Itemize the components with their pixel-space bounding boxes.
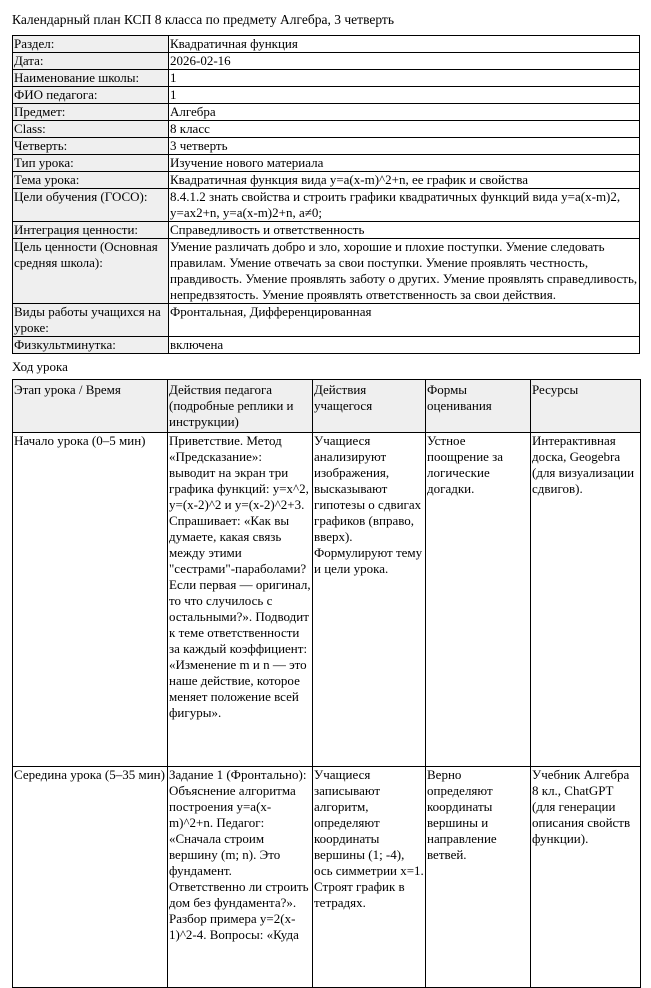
- info-value: 8 класс: [169, 121, 640, 138]
- info-row-section: [13, 36, 640, 53]
- info-value: Квадратичная функция: [169, 36, 640, 53]
- cell-student-actions: Учащиеся анализируют изображения, высказывают гипотезы о сдвигах графиков (вправо, вверх). Формулируют тему и цели урока.: [313, 433, 426, 767]
- info-row-value-integration: [13, 222, 640, 239]
- info-row-date: [13, 53, 640, 70]
- info-row-value-goal: [13, 239, 640, 304]
- info-key: Тема урока:: [13, 172, 169, 189]
- header-resources: Ресурсы: [531, 380, 641, 433]
- info-row-goals: [13, 189, 640, 222]
- info-value: Умение различать добро и зло, хорошие и плохие поступки. Умение следовать правилам. Умение отвечать за свои поступки. Умение проявлять честность, правдивость. Умение проявлять заботу о других. Умение проявлять справедливость, непредвзятость. Умение проявлять ответственность за свои действия.: [169, 239, 640, 304]
- table-row: [13, 433, 641, 767]
- info-row-school: [13, 70, 640, 87]
- info-key: Наименование школы:: [13, 70, 169, 87]
- info-row-class: [13, 121, 640, 138]
- info-key: Class:: [13, 121, 169, 138]
- cell-stage: Середина урока (5–35 мин): [13, 767, 168, 988]
- info-key: Тип урока:: [13, 155, 169, 172]
- info-row-subject: [13, 104, 640, 121]
- header-student-actions: Действия учащегося: [313, 380, 426, 433]
- info-value: включена: [169, 337, 640, 354]
- cell-teacher-actions: Задание 1 (Фронтально): Объяснение алгоритма построения y=a(x-m)^2+n. Педагог: «Сначала строим вершину (m; n). Это фундамент. Ответственно ли строить дом без фундамента?». Разбор примера y=2(x-1)^2-4. Вопросы: «Куда: [168, 767, 313, 988]
- info-value: 1: [169, 87, 640, 104]
- info-key: Цель ценности (Основная средняя школа):: [13, 239, 169, 304]
- info-value: 8.4.1.2 знать свойства и строить графики квадратичных функций вида y=a(x-m)2, y=ax2+n, y=a(x-m)2+n, a≠0;: [169, 189, 640, 222]
- info-key: Физкультминутка:: [13, 337, 169, 354]
- info-value: Фронтальная, Дифференцированная: [169, 304, 640, 337]
- info-row-phys-break: [13, 337, 640, 354]
- info-value: 3 четверть: [169, 138, 640, 155]
- cell-student-actions: Учащиеся записывают алгоритм, определяют координаты вершины (1; -4), ось симметрии x=1. Строят график в тетрадях.: [313, 767, 426, 988]
- cell-assessment: Устное поощрение за логические догадки.: [426, 433, 531, 767]
- header-teacher-actions: Действия педагога (подробные реплики и инструкции): [168, 380, 313, 433]
- info-key: ФИО педагога:: [13, 87, 169, 104]
- info-key: Виды работы учащихся на уроке:: [13, 304, 169, 337]
- info-value: Справедливость и ответственность: [169, 222, 640, 239]
- document-title: Календарный план КСП 8 класса по предмету Алгебра, 3 четверть: [12, 12, 394, 27]
- info-key: Интеграция ценности:: [13, 222, 169, 239]
- cell-resources: Учебник Алгебра 8 кл., ChatGPT (для генерации описания свойств функции).: [531, 767, 641, 988]
- plan-header-row: [13, 380, 641, 433]
- info-value: 1: [169, 70, 640, 87]
- info-key: Предмет:: [13, 104, 169, 121]
- cell-stage: Начало урока (0–5 мин): [13, 433, 168, 767]
- info-key: Раздел:: [13, 36, 169, 53]
- cell-teacher-actions: Приветствие. Метод «Предсказание»: выводит на экран три графика функций: y=x^2, y=(x-2)^2 и y=(x-2)^2+3. Спрашивает: «Как вы думаете, какая связь между этими "сестрами"-параболами? Если первая — оригинал, то что случилось с остальными?». Подводит к теме ответственности за каждый коэффициент: «Изменение m и n — это наше действие, которое меняет положение всей фигуры».: [168, 433, 313, 767]
- lesson-flow-heading: Ход урока: [12, 359, 68, 374]
- info-row-teacher: [13, 87, 640, 104]
- cell-resources: Интерактивная доска, Geogebra (для визуализации сдвигов).: [531, 433, 641, 767]
- info-key: Четверть:: [13, 138, 169, 155]
- info-value: Изучение нового материала: [169, 155, 640, 172]
- info-row-topic: [13, 172, 640, 189]
- lesson-plan-table: [12, 379, 641, 988]
- info-row-work-types: [13, 304, 640, 337]
- info-value: 2026-02-16: [169, 53, 640, 70]
- header-assessment: Формы оценивания: [426, 380, 531, 433]
- lesson-info-table: [12, 35, 640, 354]
- info-row-lesson-type: [13, 155, 640, 172]
- header-stage: Этап урока / Время: [13, 380, 168, 433]
- info-row-quarter: [13, 138, 640, 155]
- cell-assessment: Верно определяют координаты вершины и направление ветвей.: [426, 767, 531, 988]
- info-value: Квадратичная функция вида y=a(x-m)^2+n, ее график и свойства: [169, 172, 640, 189]
- info-key: Цели обучения (ГОСО):: [13, 189, 169, 222]
- info-value: Алгебра: [169, 104, 640, 121]
- table-row: [13, 767, 641, 988]
- info-key: Дата:: [13, 53, 169, 70]
